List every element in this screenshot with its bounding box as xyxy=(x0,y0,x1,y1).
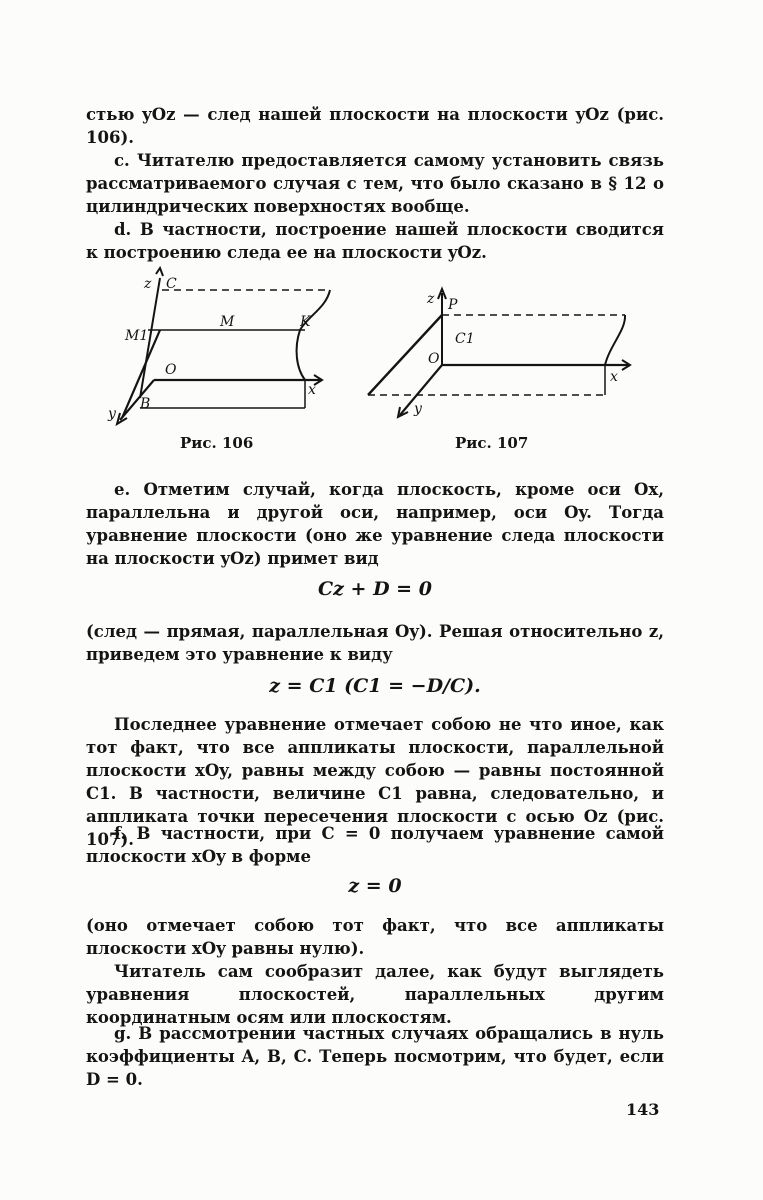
fig106-label-o: O xyxy=(165,362,177,378)
fig106-label-m1: M1 xyxy=(125,328,149,344)
fig106-label-z: z xyxy=(144,276,152,292)
formula-3: z = 0 xyxy=(348,875,402,897)
paragraph-4: e. Отметим случай, когда плоскость, кроме оси Ox, параллельна и другой оси, например, оси Oy. Тогда уравнение плоскости (оно же уравнение следа плоскости на плоскости yOz) примет вид xyxy=(86,480,664,568)
paragraph-5: (след — прямая, параллельная Oy). Решая относительно z, приведем это уравнение к виду xyxy=(86,622,664,664)
fig106-label-k: K xyxy=(300,314,311,330)
fig106-label-y: y xyxy=(108,406,116,422)
formula-2: z = C1 (C1 = −D/C). xyxy=(269,675,481,697)
paragraph-3: d. В частности, построение нашей плоскости сводится к построению следа ее на плоскости yOz. xyxy=(86,220,664,262)
paragraph-2: c. Читателю предоставляется самому установить связь рассматриваемого случая с тем, что было сказано в § 12 о цилиндрических поверхностях вообще. xyxy=(86,151,664,216)
paragraph-10: g. В рассмотрении частных случаях обращались в нуль коэффициенты A, B, C. Теперь посмотрим, что будет, если D = 0. xyxy=(86,1024,664,1089)
fig106-label-x: x xyxy=(308,382,316,398)
formula-1: Cz + D = 0 xyxy=(318,578,432,600)
page-number: 143 xyxy=(626,1100,660,1119)
fig107-label-c1: C1 xyxy=(455,331,475,347)
fig106-label-c: C xyxy=(166,276,177,292)
fig106-curve xyxy=(297,290,330,380)
figure-106 xyxy=(100,268,340,433)
fig106-z-arrow xyxy=(156,268,163,276)
fig107-label-p: P xyxy=(448,297,458,313)
fig107-label-o: O xyxy=(428,351,440,367)
figure-106-caption: Рис. 106 xyxy=(180,434,254,452)
fig107-curve xyxy=(605,315,625,365)
figure-107-caption: Рис. 107 xyxy=(455,434,529,452)
paragraph-7: f. В частности, при C = 0 получаем уравнение самой плоскости xOy в форме xyxy=(86,824,664,866)
fig106-label-m: M xyxy=(220,314,235,330)
fig107-label-z: z xyxy=(427,291,435,307)
paragraph-8: (оно отмечает собою тот факт, что все аппликаты плоскости xOy равны нулю). xyxy=(86,916,664,958)
fig107-label-y: y xyxy=(414,401,422,417)
fig106-label-b: B xyxy=(140,396,151,412)
fig107-label-x: x xyxy=(610,369,618,385)
paragraph-6: Последнее уравнение отмечает собою не что иное, как тот факт, что все аппликаты плоскости, параллельной плоскости xOy, равны между собою — равны постоянной C1. В частности, величине C1 равна, следовательно, и аппликата точки пересечения плоскости с осью Oz (рис. 107). xyxy=(86,715,664,849)
paragraph-9: Читатель сам сообразит далее, как будут выглядеть уравнения плоскостей, параллельных другим координатным осям или плоскостям. xyxy=(86,962,664,1027)
paragraph-1: стью yOz — след нашей плоскости на плоскости yOz (рис. 106). xyxy=(86,105,664,147)
figure-107 xyxy=(360,285,645,420)
